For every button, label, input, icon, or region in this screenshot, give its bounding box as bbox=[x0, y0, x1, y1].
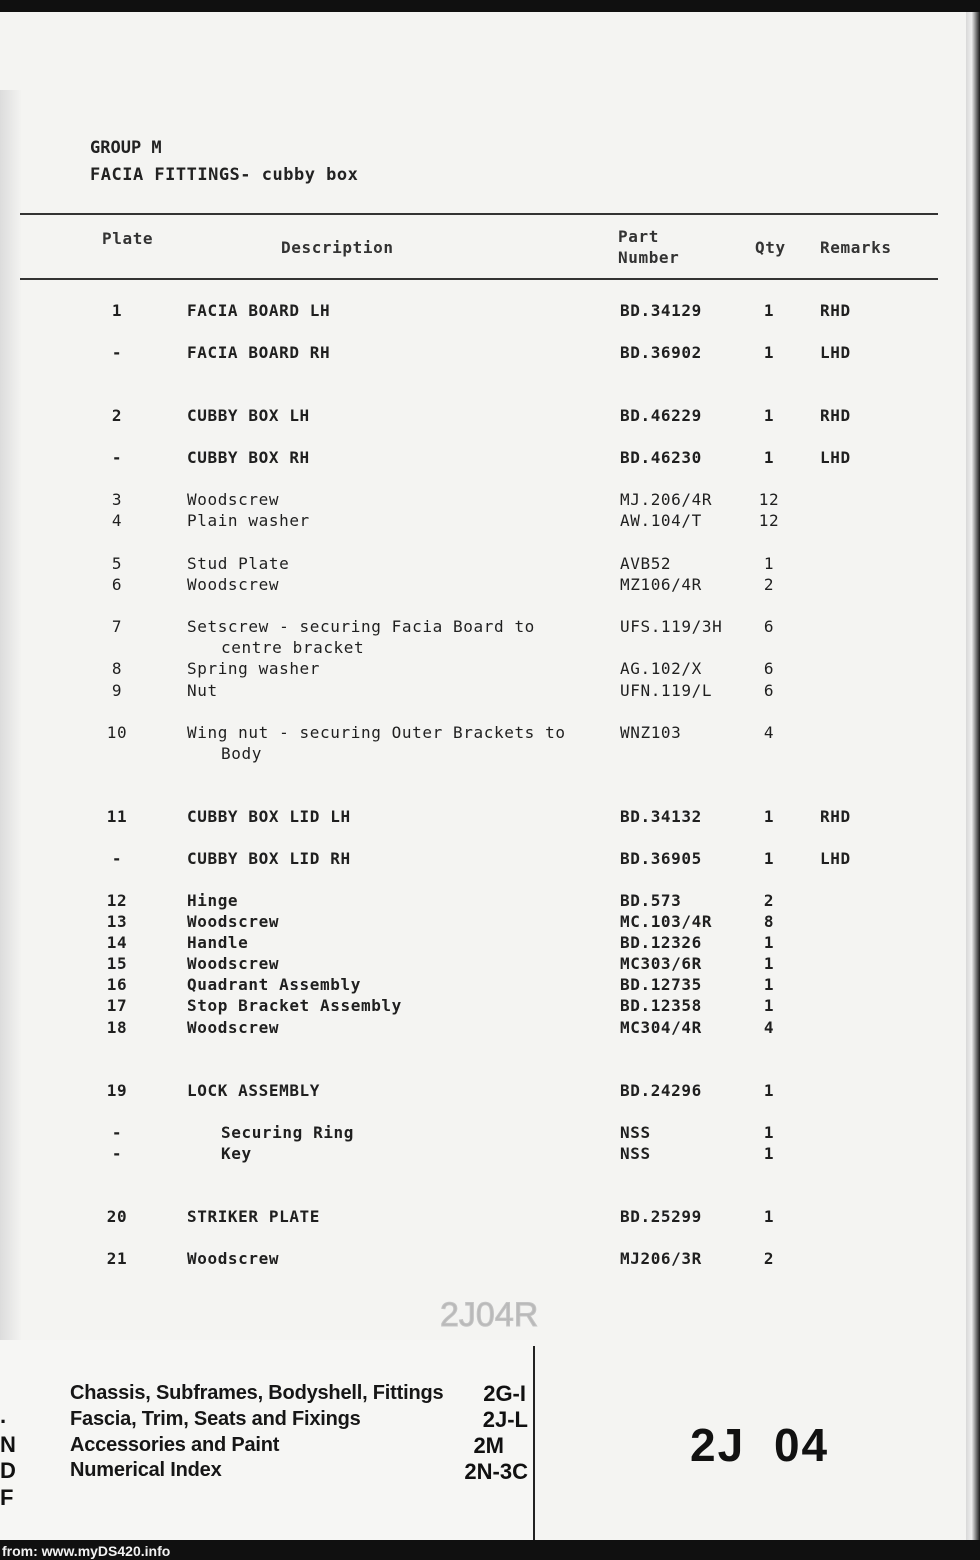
plate-number: 14 bbox=[106, 933, 128, 952]
part-number: UFN.119/L bbox=[620, 681, 713, 700]
part-number: BD.46230 bbox=[620, 448, 702, 467]
quantity: 1 bbox=[763, 343, 775, 362]
part-description: Woodscrew bbox=[187, 575, 280, 594]
quantity: 2 bbox=[763, 1249, 775, 1268]
quantity: 8 bbox=[763, 912, 775, 931]
remarks: LHD bbox=[820, 448, 851, 467]
quantity: 1 bbox=[763, 975, 775, 994]
footer-divider bbox=[533, 1346, 535, 1540]
quantity: 6 bbox=[763, 659, 775, 678]
part-description: Woodscrew bbox=[187, 1249, 280, 1268]
table-header-rule bbox=[20, 278, 938, 280]
part-number: MJ206/3R bbox=[620, 1249, 702, 1268]
part-description: LOCK ASSEMBLY bbox=[187, 1081, 321, 1100]
plate-number: 4 bbox=[111, 511, 123, 530]
part-description: Handle bbox=[187, 933, 249, 952]
plate-number: - bbox=[111, 343, 123, 362]
plate-number: 21 bbox=[106, 1249, 128, 1268]
side-letter: F bbox=[0, 1485, 14, 1510]
plate-number: 9 bbox=[111, 681, 123, 700]
plate-number: 7 bbox=[111, 617, 123, 636]
quantity: 4 bbox=[763, 1018, 775, 1037]
remarks: RHD bbox=[820, 807, 851, 826]
part-number: NSS bbox=[620, 1123, 651, 1142]
part-number: AVB52 bbox=[620, 554, 672, 573]
footer-index-label[interactable]: Numerical Index bbox=[70, 1459, 222, 1481]
handwritten-stamp bbox=[438, 1294, 578, 1334]
quantity: 1 bbox=[763, 807, 775, 826]
quantity: 4 bbox=[763, 723, 775, 742]
plate-number: 3 bbox=[111, 490, 123, 509]
footer-index-code[interactable]: 2J-L bbox=[482, 1407, 528, 1432]
part-description: Securing Ring bbox=[221, 1123, 355, 1142]
quantity: 1 bbox=[763, 448, 775, 467]
part-number: BD.46229 bbox=[620, 406, 702, 425]
group-heading bbox=[90, 135, 358, 189]
part-description: Hinge bbox=[187, 891, 239, 910]
plate-number: 10 bbox=[106, 723, 128, 742]
part-number: BD.12326 bbox=[620, 933, 702, 952]
quantity: 2 bbox=[763, 575, 775, 594]
part-description: CUBBY BOX LID LH bbox=[187, 807, 351, 826]
quantity: 1 bbox=[763, 1144, 775, 1163]
quantity: 6 bbox=[763, 617, 775, 636]
remarks: RHD bbox=[820, 301, 851, 320]
part-description: Woodscrew bbox=[187, 490, 280, 509]
table-top-rule bbox=[20, 213, 938, 215]
scan-shadow bbox=[0, 90, 22, 1340]
part-number: BD.573 bbox=[620, 891, 682, 910]
quantity: 1 bbox=[763, 1081, 775, 1100]
part-number: WNZ103 bbox=[620, 723, 682, 742]
remarks: RHD bbox=[820, 406, 851, 425]
part-description: Stud Plate bbox=[187, 554, 290, 573]
plate-number: 17 bbox=[106, 996, 128, 1015]
paper-edge bbox=[966, 12, 980, 1540]
footer-index-label[interactable]: Chassis, Subframes, Bodyshell, Fittings bbox=[70, 1382, 444, 1404]
part-description: Nut bbox=[187, 681, 218, 700]
column-header-description: Description bbox=[281, 238, 394, 257]
part-description: Woodscrew bbox=[187, 1018, 280, 1037]
plate-number: 18 bbox=[106, 1018, 128, 1037]
column-header-remarks: Remarks bbox=[820, 238, 892, 257]
part-description: STRIKER PLATE bbox=[187, 1207, 321, 1226]
column-header-qty: Qty bbox=[755, 238, 786, 257]
part-description: Wing nut - securing Outer Brackets to bbox=[187, 723, 566, 742]
plate-number: 15 bbox=[106, 954, 128, 973]
part-description-continued: centre bracket bbox=[221, 638, 365, 657]
part-description: CUBBY BOX LID RH bbox=[187, 849, 351, 868]
part-description: Plain washer bbox=[187, 511, 310, 530]
part-number: MC304/4R bbox=[620, 1018, 702, 1037]
footer-index-code[interactable]: 2N-3C bbox=[464, 1459, 528, 1484]
plate-number: 2 bbox=[111, 406, 123, 425]
plate-number: 8 bbox=[111, 659, 123, 678]
part-description: Woodscrew bbox=[187, 912, 280, 931]
column-header-number: Number bbox=[618, 248, 680, 267]
part-number: BD.36905 bbox=[620, 849, 702, 868]
part-number: MZ106/4R bbox=[620, 575, 702, 594]
plate-number: - bbox=[111, 448, 123, 467]
part-number: BD.25299 bbox=[620, 1207, 702, 1226]
part-number: NSS bbox=[620, 1144, 651, 1163]
part-description: CUBBY BOX LH bbox=[187, 406, 310, 425]
quantity: 1 bbox=[763, 996, 775, 1015]
quantity: 1 bbox=[763, 406, 775, 425]
part-number: UFS.119/3H bbox=[620, 617, 723, 636]
plate-number: 20 bbox=[106, 1207, 128, 1226]
part-number: BD.12358 bbox=[620, 996, 702, 1015]
quantity: 1 bbox=[763, 933, 775, 952]
quantity: 12 bbox=[758, 511, 780, 530]
section-title: FACIA FITTINGS- cubby box bbox=[90, 165, 359, 185]
quantity: 1 bbox=[763, 301, 775, 320]
page-number: 2J 04 bbox=[690, 1419, 830, 1471]
part-number: BD.34132 bbox=[620, 807, 702, 826]
quantity: 1 bbox=[763, 954, 775, 973]
part-description: Quadrant Assembly bbox=[187, 975, 361, 994]
footer-index-code[interactable]: 2M bbox=[473, 1433, 504, 1458]
column-header-part: Part bbox=[618, 227, 659, 246]
quantity: 1 bbox=[763, 1207, 775, 1226]
part-description: Stop Bracket Assembly bbox=[187, 996, 402, 1015]
side-letter: D bbox=[0, 1458, 16, 1483]
plate-number: - bbox=[111, 1144, 123, 1163]
part-number: BD.24296 bbox=[620, 1081, 702, 1100]
part-number: AW.104/T bbox=[620, 511, 702, 530]
quantity: 6 bbox=[763, 681, 775, 700]
part-number: BD.12735 bbox=[620, 975, 702, 994]
remarks: LHD bbox=[820, 343, 851, 362]
plate-number: 19 bbox=[106, 1081, 128, 1100]
plate-number: - bbox=[111, 849, 123, 868]
part-number: MC303/6R bbox=[620, 954, 702, 973]
plate-number: 11 bbox=[106, 807, 128, 826]
part-description: FACIA BOARD LH bbox=[187, 301, 331, 320]
footer-index-code[interactable]: 2G-I bbox=[483, 1381, 526, 1406]
plate-number: 5 bbox=[111, 554, 123, 573]
part-number: MJ.206/4R bbox=[620, 490, 713, 509]
plate-number: 1 bbox=[111, 301, 123, 320]
stamp-text: 2J04R bbox=[440, 1296, 539, 1334]
quantity: 2 bbox=[763, 891, 775, 910]
plate-number: 12 bbox=[106, 891, 128, 910]
column-header-plate: Plate bbox=[102, 229, 154, 248]
side-letter: N bbox=[0, 1432, 16, 1457]
plate-number: 16 bbox=[106, 975, 128, 994]
quantity: 1 bbox=[763, 849, 775, 868]
plate-number: 6 bbox=[111, 575, 123, 594]
remarks: LHD bbox=[820, 849, 851, 868]
plate-number: 13 bbox=[106, 912, 128, 931]
part-description: CUBBY BOX RH bbox=[187, 448, 310, 467]
footer-index-label[interactable]: Accessories and Paint bbox=[70, 1434, 280, 1456]
footer-index-label[interactable]: Fascia, Trim, Seats and Fixings bbox=[70, 1408, 361, 1430]
quantity: 1 bbox=[763, 554, 775, 573]
source-credit: from: www.myDS420.info bbox=[2, 1543, 171, 1559]
part-description: Woodscrew bbox=[187, 954, 280, 973]
side-letter: . bbox=[0, 1403, 7, 1428]
part-description-continued: Body bbox=[221, 744, 262, 763]
plate-number: - bbox=[111, 1123, 123, 1142]
part-description: Setscrew - securing Facia Board to bbox=[187, 617, 535, 636]
quantity: 12 bbox=[758, 490, 780, 509]
quantity: 1 bbox=[763, 1123, 775, 1142]
part-description: FACIA BOARD RH bbox=[187, 343, 331, 362]
part-number: AG.102/X bbox=[620, 659, 702, 678]
part-description: Key bbox=[221, 1144, 252, 1163]
part-number: BD.36902 bbox=[620, 343, 702, 362]
part-description: Spring washer bbox=[187, 659, 321, 678]
group-label: GROUP M bbox=[90, 138, 162, 158]
part-number: BD.34129 bbox=[620, 301, 702, 320]
part-number: MC.103/4R bbox=[620, 912, 713, 931]
